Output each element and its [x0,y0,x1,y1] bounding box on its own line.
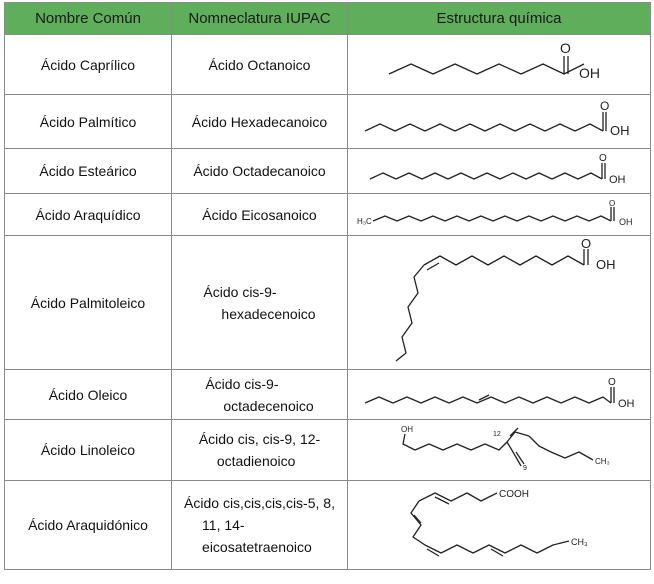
iupac-name: Ácido Eicosanoico [202,206,317,223]
table-row [5,481,651,570]
iupac-line: Ácido cis,cis,cis,cis-5, 8, [184,495,335,511]
header-common-name: Nombre Común [5,3,172,35]
linoleic-structure-image [379,422,619,478]
table-row [5,194,651,236]
common-name-cell: Ácido Caprílico [5,35,172,95]
table-row [5,95,651,149]
structure-cell [348,194,651,236]
table-row [5,149,651,194]
iupac-line: Ácido cis-9- [203,283,277,300]
iupac-line: octadienoico [216,453,296,469]
methyl-label: H₃C [356,216,372,226]
iupac-name: Ácido Octanoico [208,56,311,73]
iupac-line: Ácido cis-9- [205,375,279,392]
iupac-cell [172,149,348,194]
hydroxyl-label: OH [579,64,600,81]
iupac-name [184,492,335,558]
hydroxyl-label: OH [401,425,413,434]
oxygen-label: O [560,39,571,56]
structure-cell [348,481,651,570]
caprylic-structure-image [379,40,619,90]
iupac-cell [172,95,348,149]
header-row [5,3,651,35]
oxygen-label: O [608,376,616,388]
iupac-line: Ácido cis, cis-9, 12- [198,431,321,447]
iupac-line: hexadecenoico [221,305,316,322]
common-name-cell: Ácido Araquidónico [5,481,172,570]
fatty-acids-table [4,2,651,570]
common-name-cell: Ácido Oleico [5,370,172,420]
iupac-name [203,281,315,325]
structure-cell [348,95,651,149]
iupac-cell [172,370,348,420]
structure-cell [348,35,651,95]
table-row [5,236,651,370]
oxygen-label: O [600,98,610,113]
common-name-cell: Ácido Palmitoleico [5,236,172,370]
hydroxyl-label: OH [618,216,632,227]
palmitic-structure-image [359,99,639,145]
structure-cell [348,236,651,370]
arachidic-structure-image [357,198,642,232]
oxygen-label: O [581,235,592,251]
methyl-label: CH₃ [571,537,588,547]
common-name-cell: Ácido Araquídico [5,194,172,236]
table-row [5,420,651,481]
hydroxyl-label: OH [618,397,635,410]
iupac-name: Ácido Octadecanoico [193,163,326,179]
hydroxyl-label: OH [609,174,626,186]
hydroxyl-label: OH [610,122,630,138]
carbon-9-label: 9 [523,465,527,472]
oxygen-label: O [599,153,607,164]
iupac-name: Ácido Hexadecanoico [191,113,328,130]
carbon-12-label: 12 [493,431,501,438]
iupac-cell [172,35,348,95]
common-name-cell: Ácido Palmítico [5,95,172,149]
table-row [5,370,651,420]
table-row [5,35,651,95]
iupac-line: octadecenoico [223,397,314,414]
carboxyl-label: COOH [499,489,529,500]
iupac-cell [172,236,348,370]
arachidonic-structure-image [379,483,619,567]
iupac-name [205,373,313,417]
structure-cell [348,370,651,420]
iupac-name [199,428,320,472]
common-name-cell: Ácido Linoleico [5,420,172,481]
structure-cell [348,420,651,481]
header-structure: Estructura química [348,3,651,35]
iupac-cell [172,194,348,236]
oxygen-label: O [608,198,615,208]
structure-cell [348,149,651,194]
iupac-cell [172,481,348,570]
iupac-cell [172,420,348,481]
common-name-cell: Ácido Esteárico [5,149,172,194]
methyl-label: CH₃ [595,457,610,466]
iupac-line: 11, 14- [202,517,245,533]
palmitoleic-structure-image [374,235,624,365]
stearic-structure-image [364,152,634,190]
hydroxyl-label: OH [596,256,616,272]
oleic-structure-image [359,373,639,417]
header-iupac: Nomneclatura IUPAC [172,3,348,35]
iupac-line: eicosatetraenoico [202,539,312,555]
